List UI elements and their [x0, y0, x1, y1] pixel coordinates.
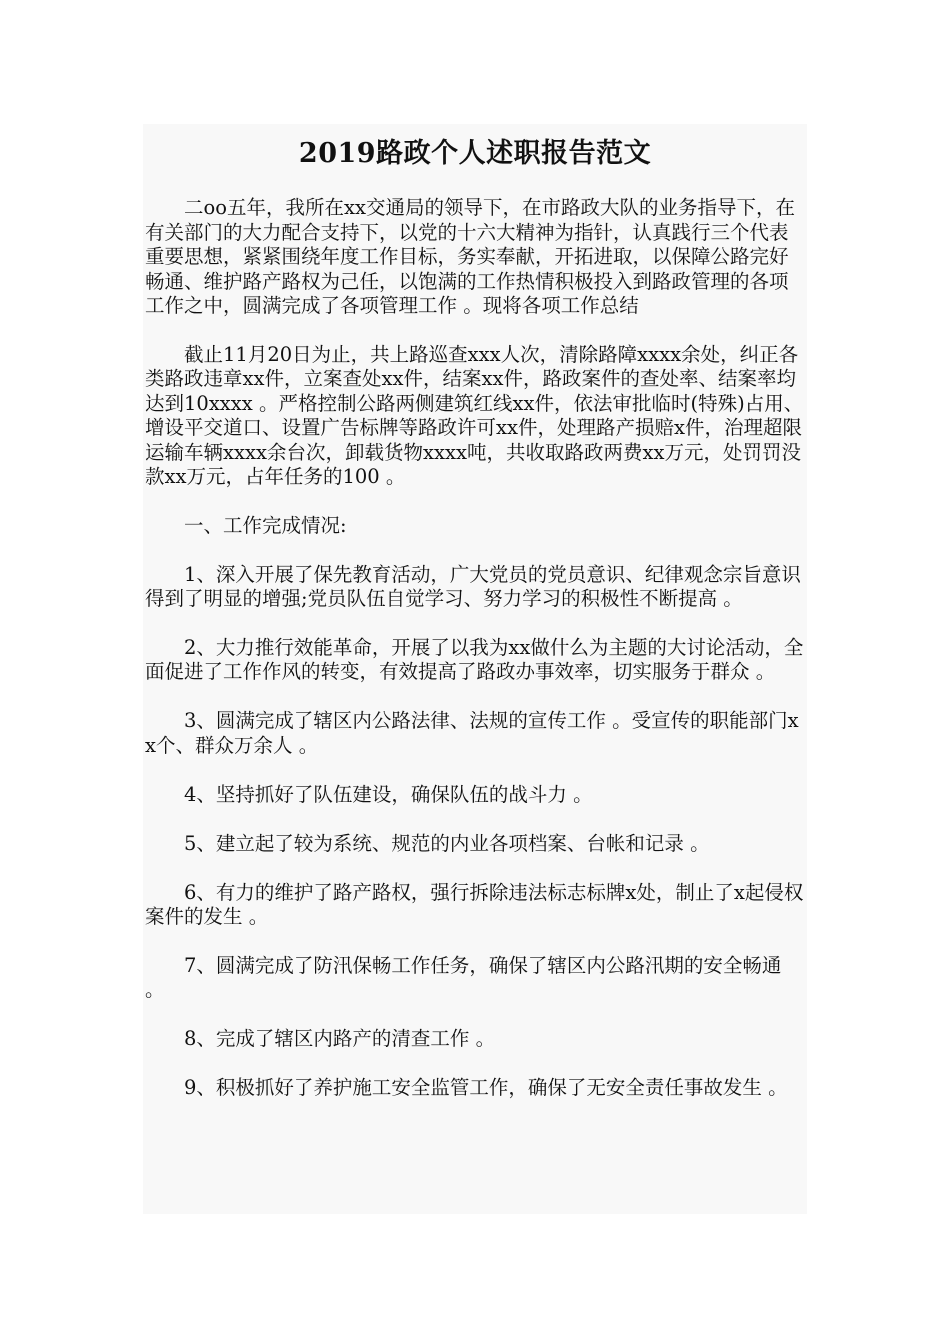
list-item: 9、积极抓好了养护施工安全监管工作，确保了无安全责任事故发生 。: [184, 1076, 788, 1100]
list-item: 5、建立起了较为系统、规范的内业各项档案、台帐和记录 。: [184, 831, 710, 855]
document-title: 2019路政个人述职报告范文: [298, 138, 652, 169]
paragraph-statistics: 截止11月20日为止，共上路巡查xxx人次，清除路障xxxx余处，纠正各类路政违章xx件，立案查处xx件，结案xx件，路政案件的查处率、结案率均达到10xxxx 。严格控制公路两侧建筑红线xx件，依法审批临时(特殊)占用、增设平交道口、设置广告标牌等路政许可xx件，处理路产损赔x件，治理超限运输车辆xxxx余台次，卸载货物xxxx吨，共收取路政两费xx万元，处罚罚没款xx万元，占年任务的100 。: [145, 342, 804, 488]
list-item: 1、深入开展了保先教育活动，广大党员的党员意识、纪律观念宗旨意识得到了明显的增强;党员队伍自觉学习、努力学习的积极性不断提高 。: [145, 562, 801, 611]
list-item: 7、圆满完成了防汛保畅工作任务，确保了辖区内公路汛期的安全畅通 。: [145, 953, 782, 1002]
document-page: [143, 124, 807, 1214]
list-item: 8、完成了辖区内路产的清查工作 。: [184, 1027, 496, 1051]
list-item: 6、有力的维护了路产路权，强行拆除违法标志标牌x处，制止了x起侵权案件的发生 。: [145, 880, 804, 928]
list-item: 2、大力推行效能革命，开展了以我为xx做什么为主题的大讨论活动，全面促进了工作作风的转变，有效提高了路政办事效率，切实服务于群众 。: [145, 636, 804, 684]
section-heading: 一、工作完成情况:: [184, 513, 347, 537]
paragraph-intro: 二oo五年，我所在xx交通局的领导下，在市路政大队的业务指导下，在有关部门的大力配合支持下，以党的十六大精神为指针，认真践行三个代表重要思想，紧紧围绕年度工作目标，务实奉献，开拓进取，以保障公路完好畅通、维护路产路权为己任，以饱满的工作热情积极投入到路政管理的各项工作之中，圆满完成了各项管理工作 。现将各项工作总结: [145, 196, 795, 318]
list-item: 3、圆满完成了辖区内公路法律、法规的宣传工作 。受宣传的职能部门xx个、群众万余人 。: [145, 709, 799, 757]
list-item: 4、坚持抓好了队伍建设，确保队伍的战斗力 。: [184, 782, 593, 806]
